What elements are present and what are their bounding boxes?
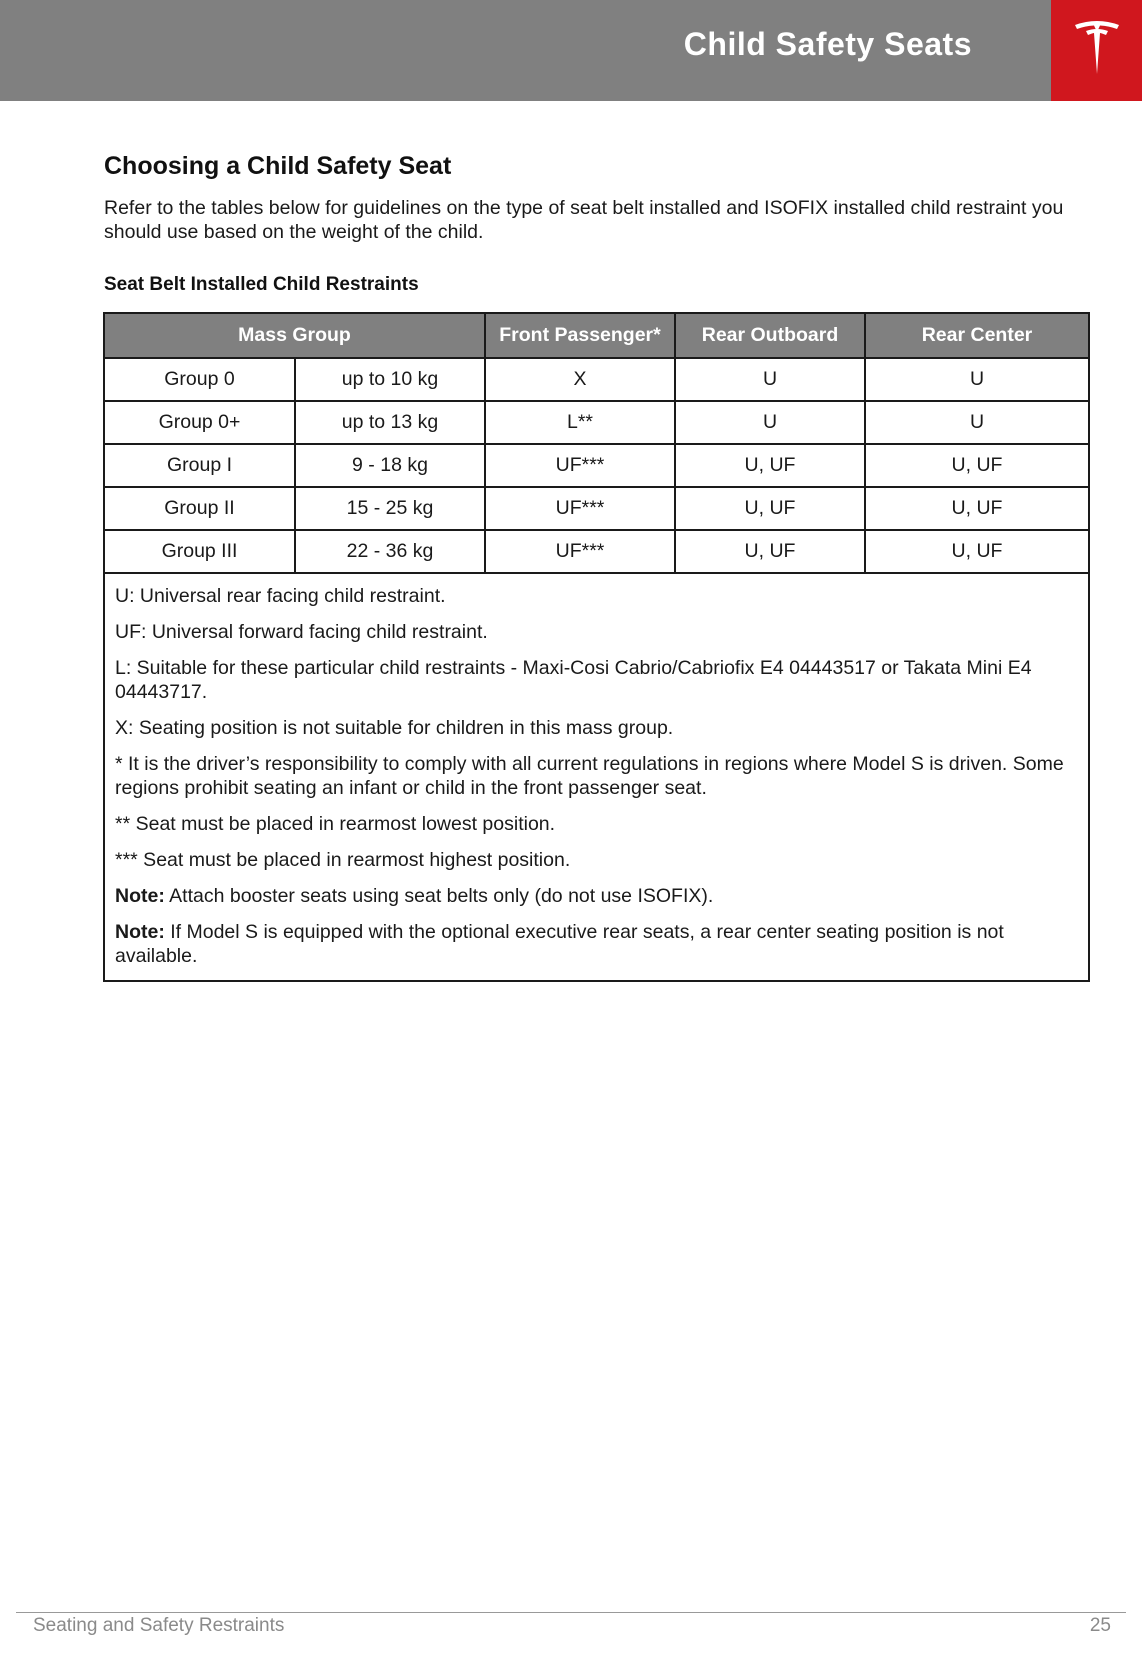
note-label: Note: bbox=[115, 885, 165, 907]
footer-page-number: 25 bbox=[1089, 1615, 1111, 1636]
cell-outboard: U, UF bbox=[675, 530, 865, 573]
cell-group: Group I bbox=[105, 444, 295, 487]
tesla-t-logo-icon bbox=[1073, 18, 1121, 76]
table-notes bbox=[105, 574, 1088, 980]
note-triple-star: *** Seat must be placed in rearmost highest position. bbox=[115, 849, 571, 871]
table-heading: Seat Belt Installed Child Restraints bbox=[104, 274, 419, 295]
note-u: U: Universal rear facing child restraint. bbox=[115, 585, 446, 607]
cell-mass: up to 10 kg bbox=[295, 358, 485, 401]
cell-outboard: U, UF bbox=[675, 487, 865, 530]
note-single-star: * It is the driver’s responsibility to comply with all current regulations in regions where Model S is driven. Some regions prohibit seating an infant or child in the front passenger seat. bbox=[115, 753, 1064, 799]
note-text: Attach booster seats using seat belts only (do not use ISOFIX). bbox=[164, 885, 714, 907]
note-executive-seats bbox=[115, 920, 1078, 968]
cell-center: U, UF bbox=[865, 530, 1088, 573]
cell-group: Group 0 bbox=[105, 358, 295, 401]
cell-front: UF*** bbox=[485, 487, 675, 530]
cell-group: Group 0+ bbox=[105, 401, 295, 444]
cell-outboard: U, UF bbox=[675, 444, 865, 487]
table-row bbox=[105, 358, 1088, 401]
note-double-star: ** Seat must be placed in rearmost lowest position. bbox=[115, 813, 556, 835]
table-row bbox=[105, 530, 1088, 573]
cell-group: Group II bbox=[105, 487, 295, 530]
note-text: If Model S is equipped with the optional executive rear seats, a rear center seating position is not available. bbox=[115, 921, 1004, 967]
cell-mass: 22 - 36 kg bbox=[295, 530, 485, 573]
footer-divider bbox=[16, 1612, 1126, 1613]
cell-outboard: U bbox=[675, 358, 865, 401]
cell-outboard: U bbox=[675, 401, 865, 444]
section-heading: Choosing a Child Safety Seat bbox=[104, 152, 452, 180]
cell-front: L** bbox=[485, 401, 675, 444]
table-row bbox=[105, 487, 1088, 530]
note-x: X: Seating position is not suitable for children in this mass group. bbox=[115, 717, 674, 739]
header-rear-outboard: Rear Outboard bbox=[675, 314, 865, 358]
header-title: Child Safety Seats bbox=[683, 26, 972, 62]
cell-center: U, UF bbox=[865, 487, 1088, 530]
cell-front: UF*** bbox=[485, 444, 675, 487]
table-header-row bbox=[105, 314, 1088, 358]
restraints-table bbox=[103, 312, 1090, 982]
cell-group: Group III bbox=[105, 530, 295, 573]
note-booster-seats bbox=[115, 884, 1078, 908]
intro-paragraph: Refer to the tables below for guidelines on the type of seat belt installed and ISOFIX installed child restraint you should use based on the weight of the child. bbox=[104, 197, 1064, 243]
note-label: Note: bbox=[115, 921, 165, 943]
cell-mass: 9 - 18 kg bbox=[295, 444, 485, 487]
cell-center: U bbox=[865, 358, 1088, 401]
table-row bbox=[105, 401, 1088, 444]
cell-mass: up to 13 kg bbox=[295, 401, 485, 444]
cell-front: X bbox=[485, 358, 675, 401]
cell-front: UF*** bbox=[485, 530, 675, 573]
header-mass-group: Mass Group bbox=[105, 314, 485, 358]
header-rear-center: Rear Center bbox=[865, 314, 1088, 358]
cell-center: U, UF bbox=[865, 444, 1088, 487]
note-l: L: Suitable for these particular child restraints - Maxi-Cosi Cabrio/Cabriofix E4 04443517 or Takata Mini E4 04443717. bbox=[115, 657, 1032, 703]
header-front-passenger: Front Passenger* bbox=[485, 314, 675, 358]
table-row bbox=[105, 444, 1088, 487]
cell-mass: 15 - 25 kg bbox=[295, 487, 485, 530]
logo-box bbox=[1051, 0, 1142, 101]
cell-center: U bbox=[865, 401, 1088, 444]
footer-section-name: Seating and Safety Restraints bbox=[33, 1615, 285, 1636]
page-header bbox=[0, 0, 1142, 101]
note-uf: UF: Universal forward facing child restraint. bbox=[115, 621, 488, 643]
